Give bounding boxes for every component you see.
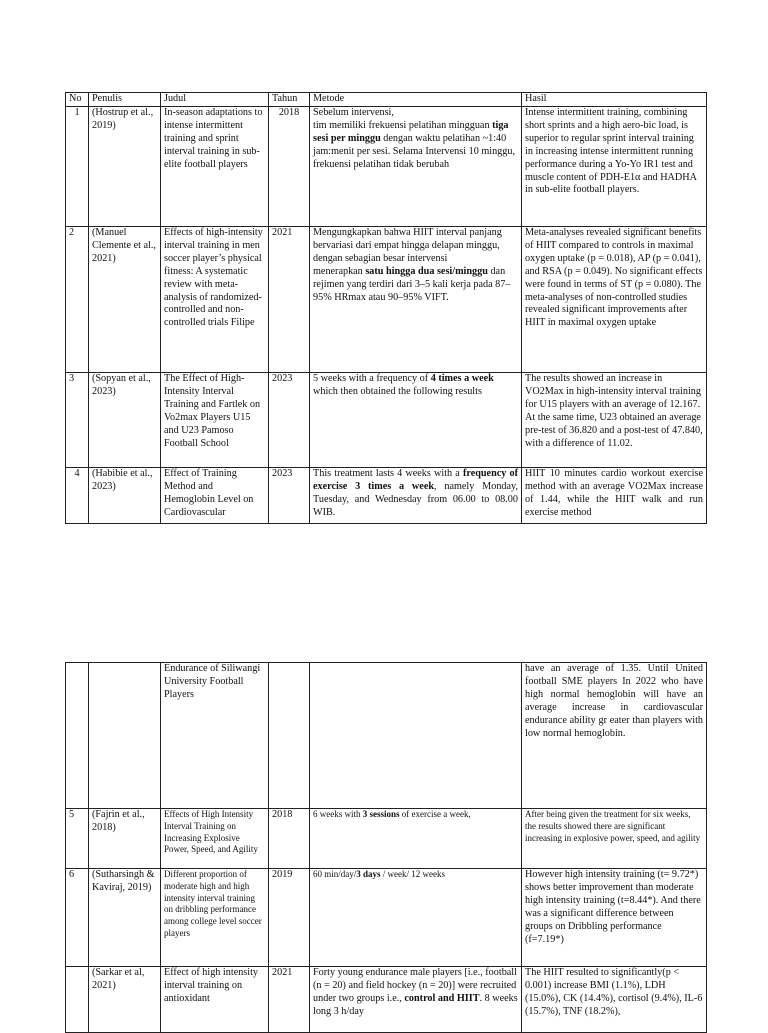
row-method: 60 min/day/3 days / week/ 12 weeks <box>310 869 522 967</box>
row-author: (Sarkar et al, 2021) <box>89 967 161 1033</box>
row-year: 2019 <box>269 869 310 967</box>
row-no <box>66 967 89 1033</box>
row-author: (Hostrup et al., 2019) <box>89 107 161 227</box>
header-row <box>66 93 707 107</box>
row-no: 4 <box>66 468 89 524</box>
row-result-continued: have an average of 1.35. Until United football SME players In 2022 who have high normal hemoglobin will have an average increase in cardiovascular endurance ability gr eater than players with low normal hemoglobin. <box>522 663 707 809</box>
row-method: Sebelum intervensi, tim memiliki frekuensi pelatihan mingguan tiga sesi per minggu dengan waktu pelatihan ~1:40 jam:menit per sesi. Selama Intervensi 10 minggu, frekuensi pelatihan tidak berubah <box>310 107 522 227</box>
row-no: 3 <box>66 373 89 468</box>
row-no: 1 <box>66 107 89 227</box>
literature-table-page-2 <box>65 662 707 1033</box>
header-hasil: Hasil <box>522 93 707 107</box>
row-title: Effects of high-intensity interval training in men soccer player’s physical fitness: A systematic review with meta-analysis of randomized-controlled and non-controlled trials Filipe <box>161 227 269 373</box>
row-title: Different proportion of moderate high and high intensity interval training on dribbling performance among college level soccer players <box>161 869 269 967</box>
table-row <box>66 869 707 967</box>
table-row <box>66 809 707 869</box>
header-penulis: Penulis <box>89 93 161 107</box>
row-method: Forty young endurance male players [i.e., football (n = 20) and field hockey (n = 20)] were recruited under two groups i.e., control and HIIT. 8 weeks long 3 h/day <box>310 967 522 1033</box>
header-judul: Judul <box>161 93 269 107</box>
row-result: However high intensity training (t= 9.72*) shows better improvement than moderate high intensity training (t=8.44*). And there was a significant difference between groups on Dribbling performance (f=7.19*) <box>522 869 707 967</box>
header-metode: Metode <box>310 93 522 107</box>
row-title-continued: Endurance of Siliwangi University Football Players <box>161 663 269 809</box>
row-result: After being given the treatment for six weeks, the results showed there are significant increasing in explosive power, speed, and agility <box>522 809 707 869</box>
row-title: Effect of high intensity interval training on antioxidant <box>161 967 269 1033</box>
row-result: Intense intermittent training, combining short sprints and a high aero-bic load, is superior to regular sprint interval training in increasing intense intermittent running performance during a Yo-Yo IR1 test and muscle content of PDH-E1α and HADHA in sub-elite football players. <box>522 107 707 227</box>
row-year: 2023 <box>269 468 310 524</box>
row-result: HIIT 10 minutes cardio workout exercise method with an average VO2Max increase of 1.44, while the HIIT walk and run exercise method <box>522 468 707 524</box>
row-year: 2018 <box>269 809 310 869</box>
row-author: (Sutharsingh & Kaviraj, 2019) <box>89 869 161 967</box>
row-author: (Sopyan et al., 2023) <box>89 373 161 468</box>
header-tahun: Tahun <box>269 93 310 107</box>
row-title: In-season adaptations to intense intermittent training and sprint interval training in sub-elite football players <box>161 107 269 227</box>
row-title: Effects of High Intensity Interval Training on Increasing Explosive Power, Speed, and Agility <box>161 809 269 869</box>
row-title: The Effect of High-Intensity Interval Training and Fartlek on Vo2max Players U15 and U23 Pamoso Football School <box>161 373 269 468</box>
row-result: The results showed an increase in VO2Max in high-intensity interval training for U15 players with an average of 12.167. At the same time, U23 obtained an average pre-test of 36.820 and a post-test of 47.840, with a difference of 11.02. <box>522 373 707 468</box>
table-row <box>66 468 707 524</box>
row-method: 6 weeks with 3 sessions of exercise a week, <box>310 809 522 869</box>
row-author: (Manuel Clemente et al., 2021) <box>89 227 161 373</box>
row-method: This treatment lasts 4 weeks with a frequency of exercise 3 times a week, namely Monday, Tuesday, and Wednesday from 06.00 to 08.00 WIB. <box>310 468 522 524</box>
table-row <box>66 107 707 227</box>
row-no: 2 <box>66 227 89 373</box>
literature-table-page-1 <box>65 92 707 524</box>
row-no: 6 <box>66 869 89 967</box>
row-author: (Habibie et al., 2023) <box>89 468 161 524</box>
row-result: The HIIT resulted to significantly(p < 0.001) increase BMI (1.1%), LDH (15.0%), CK (14.4%), cortisol (9.4%), IL-6 (15.7%), TNF (18.2%), <box>522 967 707 1033</box>
row-author: (Fajrin et al., 2018) <box>89 809 161 869</box>
row-method: Mengungkapkan bahwa HIIT interval panjang bervariasi dari empat hingga delapan minggu, dengan sebagian besar intervensi menerapkan satu hingga dua sesi/minggu dan rejimen yang terdiri dari 3–5 kali kerja pada 87–95% HRmax atau 90–95% VIFT. <box>310 227 522 373</box>
row-no: 5 <box>66 809 89 869</box>
row-year: 2021 <box>269 967 310 1033</box>
row-title: Effect of Training Method and Hemoglobin Level on Cardiovascular <box>161 468 269 524</box>
row-year: 2023 <box>269 373 310 468</box>
table-row-continued <box>66 663 707 809</box>
row-method: 5 weeks with a frequency of 4 times a week which then obtained the following results <box>310 373 522 468</box>
row-result: Meta-analyses revealed significant benefits of HIIT compared to controls in maximal oxygen uptake (p = 0.018), AP (p = 0.041), and RSA (p = 0.049). No significant effects were found in terms of ST (p = 0.080). The meta-analyses of non-controlled studies revealed significant improvements after HIIT in maximal oxygen uptake <box>522 227 707 373</box>
table-row <box>66 227 707 373</box>
row-year: 2021 <box>269 227 310 373</box>
header-no: No <box>66 93 89 107</box>
row-year: 2018 <box>269 107 310 227</box>
table-row <box>66 967 707 1033</box>
table-row <box>66 373 707 468</box>
